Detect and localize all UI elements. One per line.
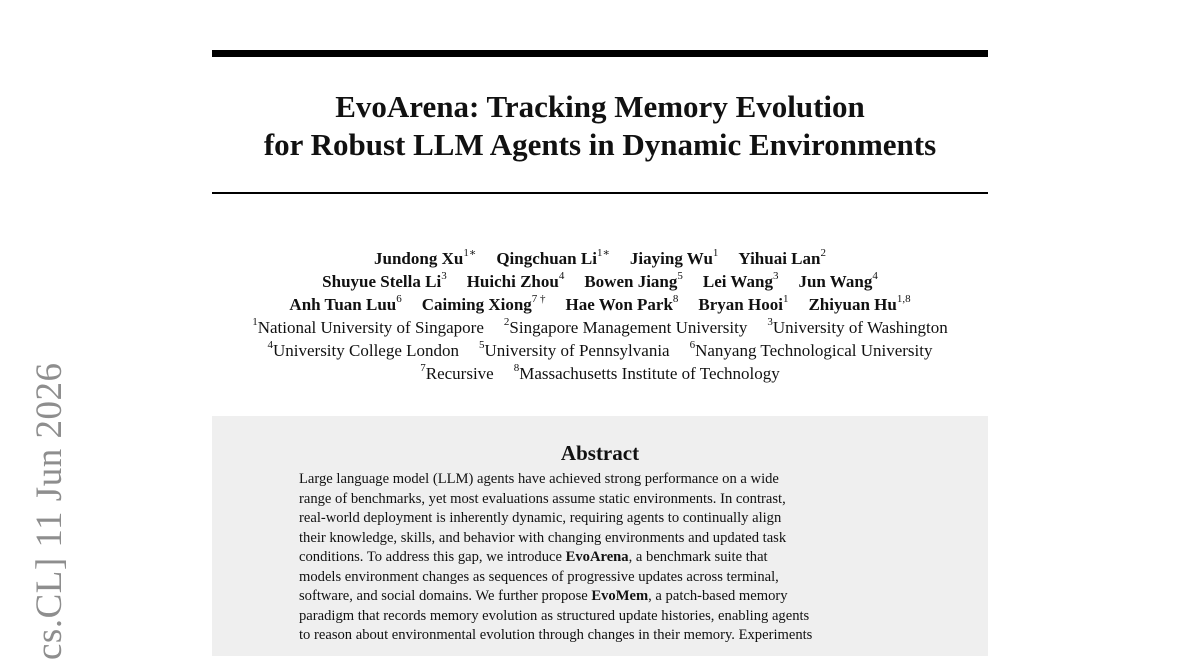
abstract-text: Large language model (LLM) agents have achieved strong performance on a wide [299, 471, 779, 487]
author-affiliation-mark: 4 [558, 270, 565, 283]
abstract-line [299, 607, 903, 627]
abstract-heading: Abstract [560, 441, 640, 465]
author-name-text: Jun Wang [798, 272, 873, 291]
affiliation-list [180, 316, 1020, 385]
paper-title-line-1: EvoArena: Tracking Memory Evolution [335, 89, 865, 124]
abstract-text: , a patch-based memory [648, 588, 788, 604]
abstract-body [299, 470, 903, 646]
author-affiliation-mark: 1∗ [596, 247, 610, 260]
author-affiliation-mark: 4 [872, 270, 878, 283]
author-name [422, 295, 546, 314]
author-name-text: Bryan Hooi [698, 295, 783, 314]
arxiv-identifier-text: cs.CL] 11 Jun 2026 [29, 362, 70, 660]
author-name-text: Qingchuan Li [496, 249, 597, 268]
affiliation-name: University of Washington [772, 318, 948, 337]
affiliation-index: 7 [420, 362, 426, 375]
author-row [180, 293, 1020, 316]
affiliation [252, 318, 484, 337]
author-affiliation-mark: 2 [820, 247, 826, 260]
affiliation [267, 341, 459, 360]
author-name [467, 272, 565, 291]
author-name-text: Jundong Xu [374, 249, 464, 268]
affiliation [479, 341, 670, 360]
author-list [180, 247, 1020, 316]
affiliation [690, 341, 933, 360]
affiliation-row [180, 362, 1020, 385]
abstract-text: , a benchmark suite that [628, 549, 768, 565]
affiliation-name: National University of Singapore [257, 318, 484, 337]
abstract-text: paradigm that records memory evolution as structured update histories, enabling agents [299, 607, 810, 624]
author-name [703, 272, 779, 291]
author-name-text: Jiaying Wu [629, 249, 713, 268]
abstract-emphasis: EvoMem [591, 588, 649, 604]
author-affiliation-mark: 7 † [531, 293, 546, 306]
affiliation-row [180, 316, 1020, 339]
author-name-text: Lei Wang [702, 272, 773, 291]
author-name-text: Zhiyuan Hu [808, 295, 897, 314]
author-name-text: Caiming Xiong [421, 295, 532, 314]
author-name [374, 249, 476, 268]
abstract-line [299, 568, 903, 588]
abstract-line [299, 529, 903, 549]
abstract-line [299, 548, 903, 568]
paper-title-line-2: for Robust LLM Agents in Dynamic Environments [263, 127, 937, 162]
author-affiliation-mark: 3 [441, 270, 447, 283]
author-affiliation-mark: 5 [677, 270, 683, 283]
abstract-section [212, 416, 988, 656]
author-row [180, 270, 1020, 293]
author-name [289, 295, 401, 314]
abstract-line [299, 509, 903, 529]
author-name-text: Hae Won Park [565, 295, 673, 314]
author-name [738, 249, 826, 268]
author-affiliation-mark: 1∗ [463, 247, 477, 260]
abstract-text: models environment changes as sequences of progressive updates across terminal, [299, 568, 779, 585]
abstract-text: conditions. To address this gap, we introduce [299, 549, 566, 565]
author-affiliation-mark: 1 [712, 247, 719, 260]
author-affiliation-mark: 1 [782, 293, 789, 306]
affiliation-name: Singapore Management University [509, 318, 748, 337]
author-name [698, 295, 788, 314]
author-row [180, 247, 1020, 270]
affiliation-index: 1 [252, 316, 258, 329]
author-name [630, 249, 719, 268]
author-name-text: Bowen Jiang [584, 272, 678, 291]
abstract-text: software, and social domains. We further propose [299, 588, 592, 604]
abstract-text: range of benchmarks, yet most evaluations assume static environments. In contrast, [299, 490, 786, 507]
author-name-text: Shuyue Stella Li [322, 272, 442, 291]
affiliation-name: Nanyang Technological University [695, 341, 933, 360]
affiliation-index: 4 [267, 339, 273, 352]
author-name [566, 295, 679, 314]
affiliation-name: University of Pennsylvania [484, 341, 670, 360]
arxiv-identifier-sidebar [28, 320, 78, 660]
author-affiliation-mark: 3 [772, 270, 779, 283]
affiliation-name: Recursive [425, 364, 494, 383]
abstract-emphasis: EvoArena [565, 549, 629, 565]
affiliation [504, 318, 747, 337]
author-name [584, 272, 683, 291]
abstract-line [299, 626, 903, 646]
affiliation-row [180, 339, 1020, 362]
affiliation [420, 364, 493, 383]
affiliation-name: Massachusetts Institute of Technology [519, 364, 780, 383]
abstract-text: to reason about environmental evolution through changes in their memory. Experiments [299, 627, 813, 643]
title-bottom-rule [212, 192, 988, 194]
author-name [496, 249, 610, 268]
affiliation-index: 3 [767, 316, 773, 329]
affiliation [767, 318, 947, 337]
abstract-line [299, 470, 903, 490]
author-name-text: Anh Tuan Luu [289, 295, 397, 314]
abstract-text: real-world deployment is inherently dynamic, requiring agents to continually align [299, 510, 782, 526]
title-top-rule [212, 50, 988, 57]
author-affiliation-mark: 8 [672, 293, 679, 306]
author-name [808, 295, 910, 314]
abstract-text: their knowledge, skills, and behavior with changing environments and updated task [299, 529, 787, 546]
author-affiliation-mark: 1,8 [896, 293, 911, 306]
affiliation-name: University College London [272, 341, 460, 360]
paper-title [212, 88, 988, 164]
author-name-text: Yihuai Lan [738, 249, 821, 268]
author-affiliation-mark: 6 [396, 293, 402, 306]
abstract-line [299, 490, 903, 510]
author-name [322, 272, 447, 291]
affiliation-index: 2 [503, 316, 510, 329]
affiliation-index: 5 [479, 339, 485, 352]
abstract-line [299, 587, 903, 607]
affiliation [514, 364, 780, 383]
author-block [180, 247, 1020, 385]
author-name-text: Huichi Zhou [466, 272, 559, 291]
affiliation-index: 8 [513, 362, 520, 375]
affiliation-index: 6 [689, 339, 696, 352]
author-name [798, 272, 877, 291]
